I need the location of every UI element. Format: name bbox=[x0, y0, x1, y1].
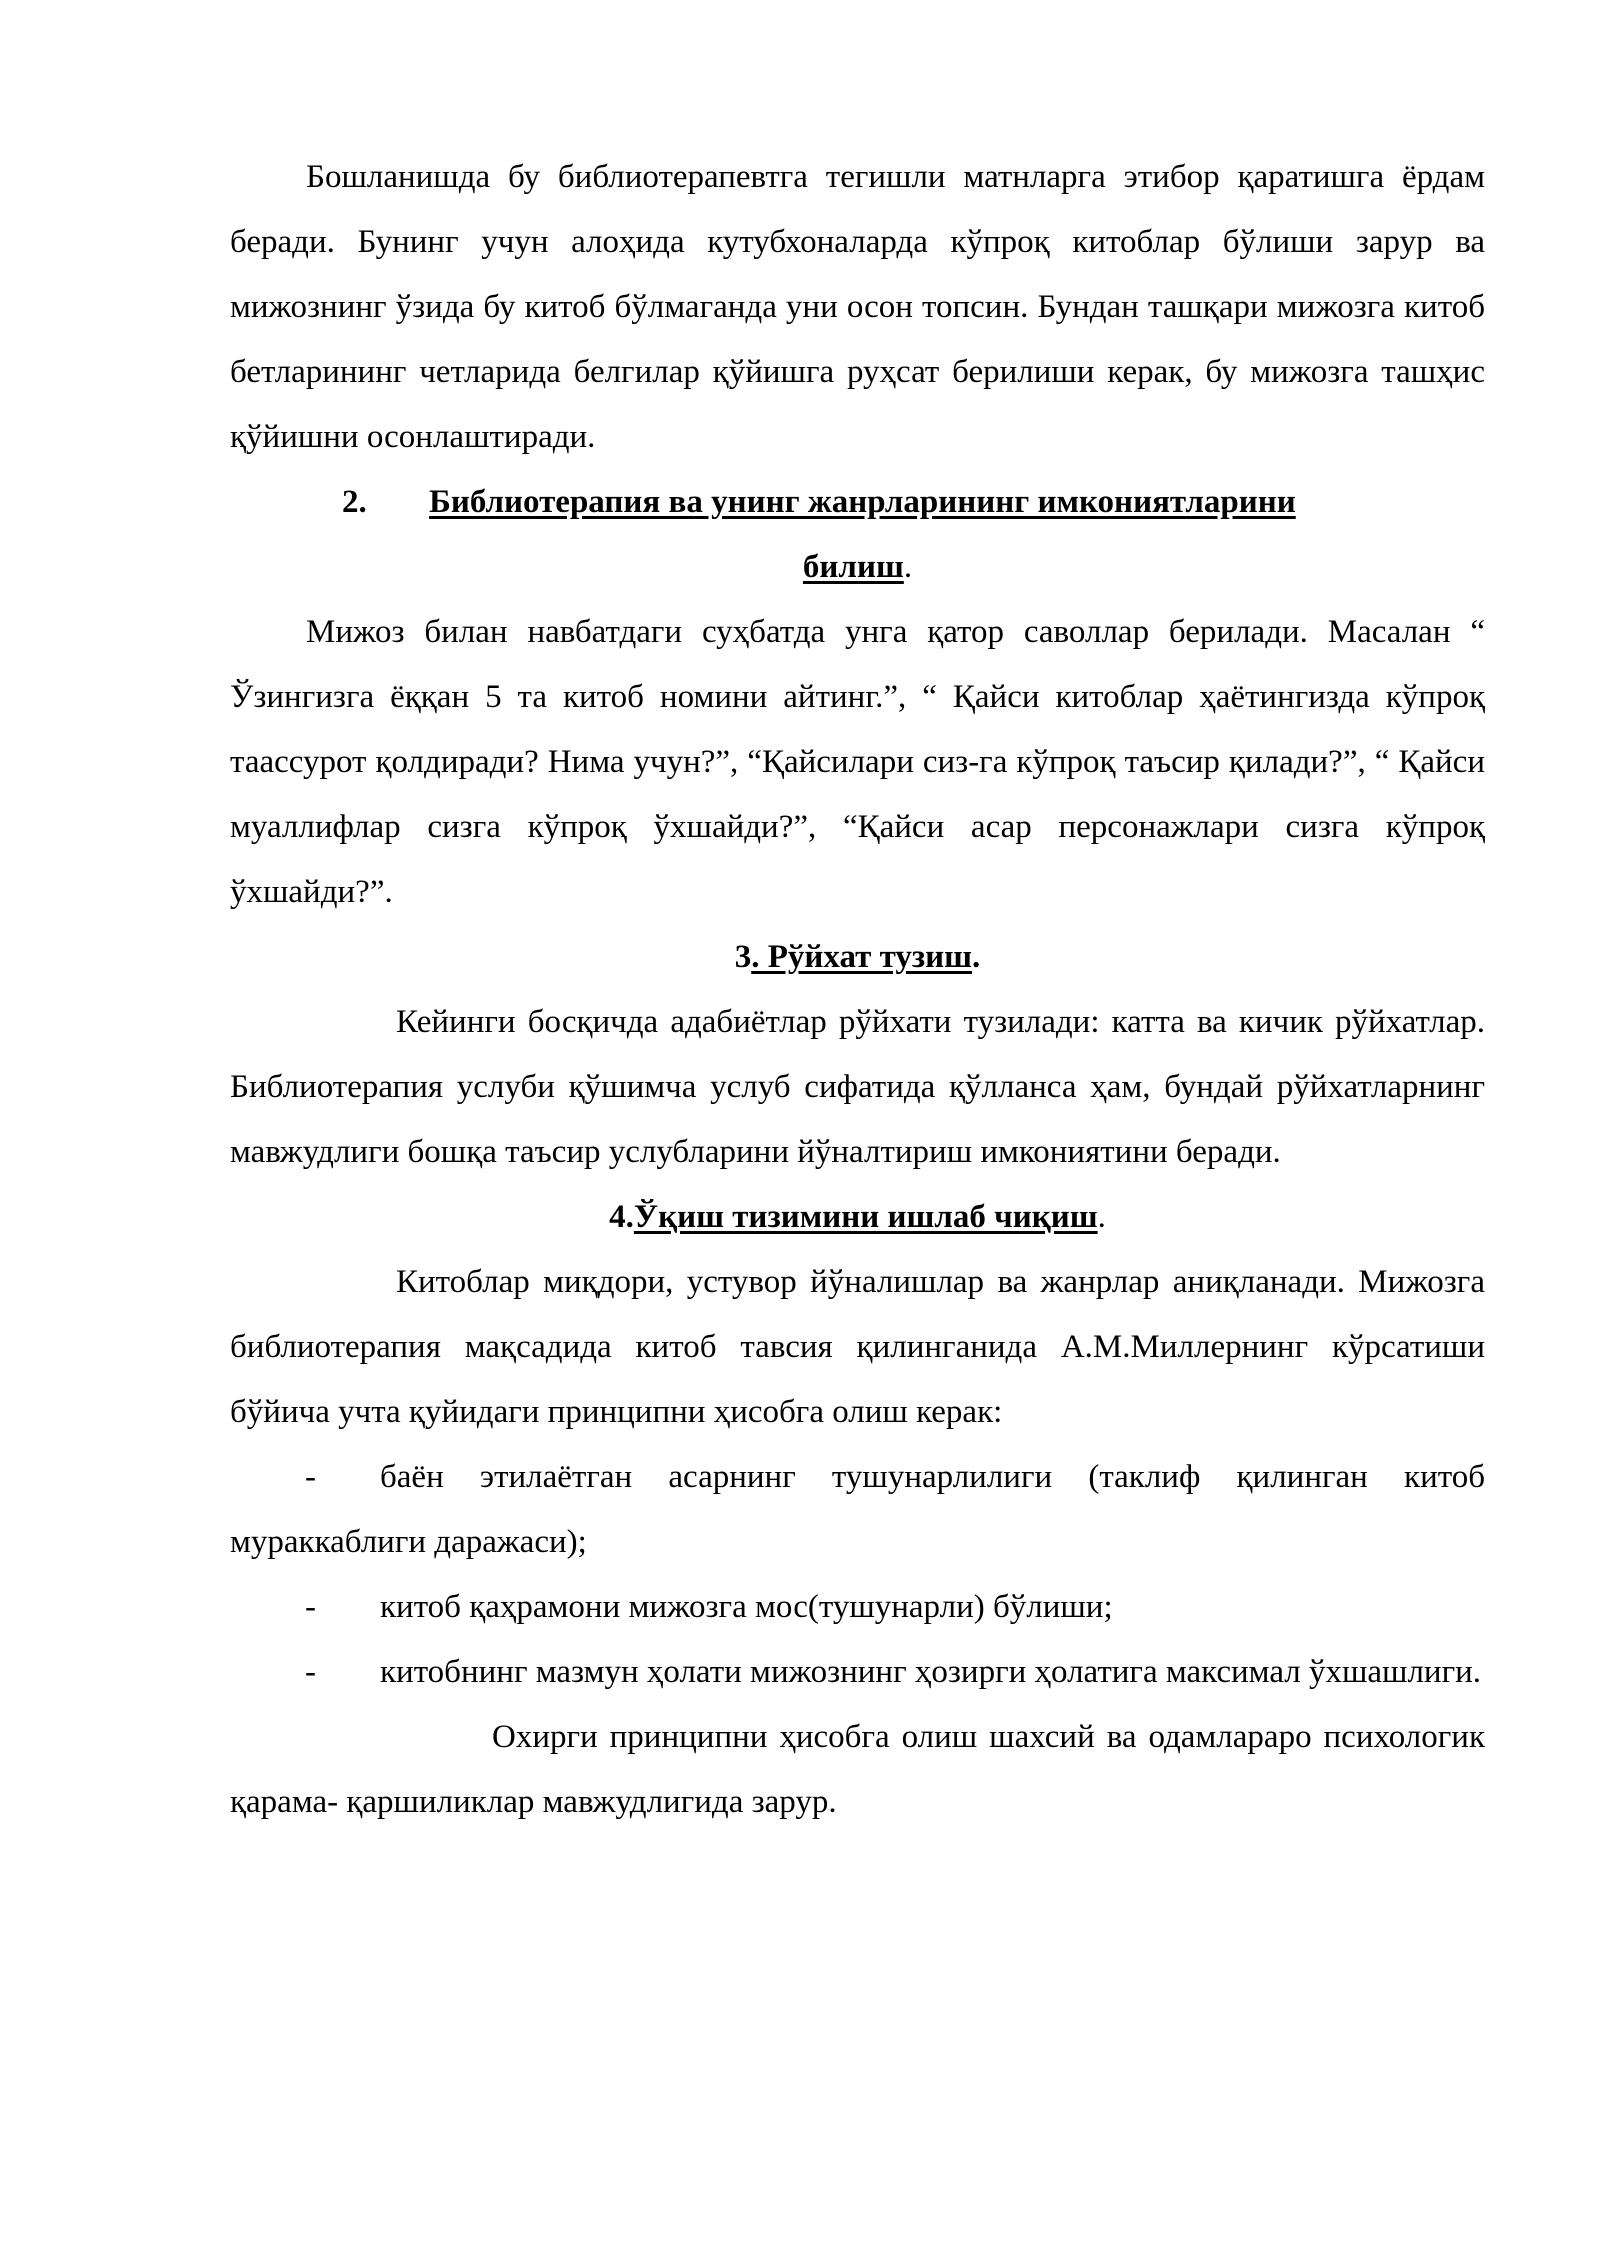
list-dash: - bbox=[305, 1589, 316, 1625]
section-3-number: 3 bbox=[734, 939, 752, 975]
paragraph-interview: Мижоз билан навбатдаги суҳбатда унга қатор саволлар берилади. Масалан “ Ўзингизга ёққан 5 та китоб номини айтинг.”, “ Қайси китоблар ҳаётингизда кўпроқ таассурот қолдиради? Нима учун?”, “Қайсилари сиз-га кўпроқ таъсир қилади?”, “ Қайси муаллифлар сизга кўпроқ ўхшайди?”, “Қайси асар персонажлари сизга кўпроқ ўхшайди?”. bbox=[230, 614, 1485, 910]
section-4-period: . bbox=[1097, 1199, 1106, 1235]
list-item bbox=[230, 1640, 1485, 1705]
section-2-heading-continued bbox=[230, 535, 1485, 600]
paragraph-list-compilation: Кейинги босқичда адабиётлар рўйхати тузилади: катта ва кичик рўйхатлар. Библиотерапия услуби қўшимча услуб сифатида қўлланса ҳам, бундай рўйхатларнинг мавжудлиги бошқа таъсир услубларини йўналтириш имкониятини беради. bbox=[230, 1004, 1485, 1170]
section-3-title: . Рўйхат тузиш bbox=[751, 939, 972, 975]
section-3-period: . bbox=[972, 939, 981, 975]
section-4-title: Ўқиш тизимини ишлаб чиқиш bbox=[633, 1199, 1098, 1235]
section-2-number: 2. bbox=[342, 484, 367, 520]
list-dash: - bbox=[305, 1654, 316, 1690]
list-item bbox=[230, 1575, 1485, 1640]
list-item bbox=[230, 1445, 1485, 1575]
section-4-number: 4. bbox=[609, 1199, 634, 1235]
document-body bbox=[230, 145, 1485, 1835]
section-3-heading bbox=[230, 925, 1485, 990]
section-2-period: . bbox=[903, 549, 913, 585]
paragraph-intro: Бошланишда бу библиотерапевтга тегишли матнларга этибор қаратишга ёрдам беради. Бунинг учун алоҳида кутубхоналарда кўпроқ китоблар бўлиши зарур ва мижознинг ўзида бу китоб бўлмаганда уни осон топсин. Бундан ташқари мижозга китоб бетларининг четларида белгилар қўйишга руҳсат берилиши керак, бу мижозга ташҳис қўйишни осонлаштиради. bbox=[230, 159, 1485, 455]
section-4-heading bbox=[230, 1185, 1485, 1250]
list-item-text: китобнинг мазмун ҳолати мижознинг ҳозирги ҳолатига максимал ўхшашлиги. bbox=[380, 1654, 1482, 1690]
list-dash: - bbox=[305, 1459, 316, 1495]
paragraph-final: Охирги принципни ҳисобга олиш шахсий ва одамлараро психологик қарама- қаршиликлар мавжудлигида зарур. bbox=[230, 1719, 1485, 1820]
section-2-title-line1: Библиотерапия ва унинг жанрларининг имкониятларини bbox=[429, 484, 1296, 520]
list-item-text: баён этилаётган асарнинг тушунарлилиги (таклиф қилинган китоб мураккаблиги даражаси); bbox=[230, 1459, 1485, 1560]
paragraph-reading-system: Китоблар миқдори, устувор йўналишлар ва жанрлар аниқланади. Мижозга библиотерапия мақсадида китоб тавсия қилинганида А.М.Миллернинг кўрсатиши бўйича учта қуйидаги принципни ҳисобга олиш керак: bbox=[230, 1264, 1485, 1430]
list-item-text: китоб қаҳрамони мижозга мос(тушунарли) бўлиши; bbox=[380, 1589, 1113, 1625]
section-2-heading bbox=[230, 470, 1485, 535]
section-2-title-line2: билиш bbox=[802, 549, 904, 585]
